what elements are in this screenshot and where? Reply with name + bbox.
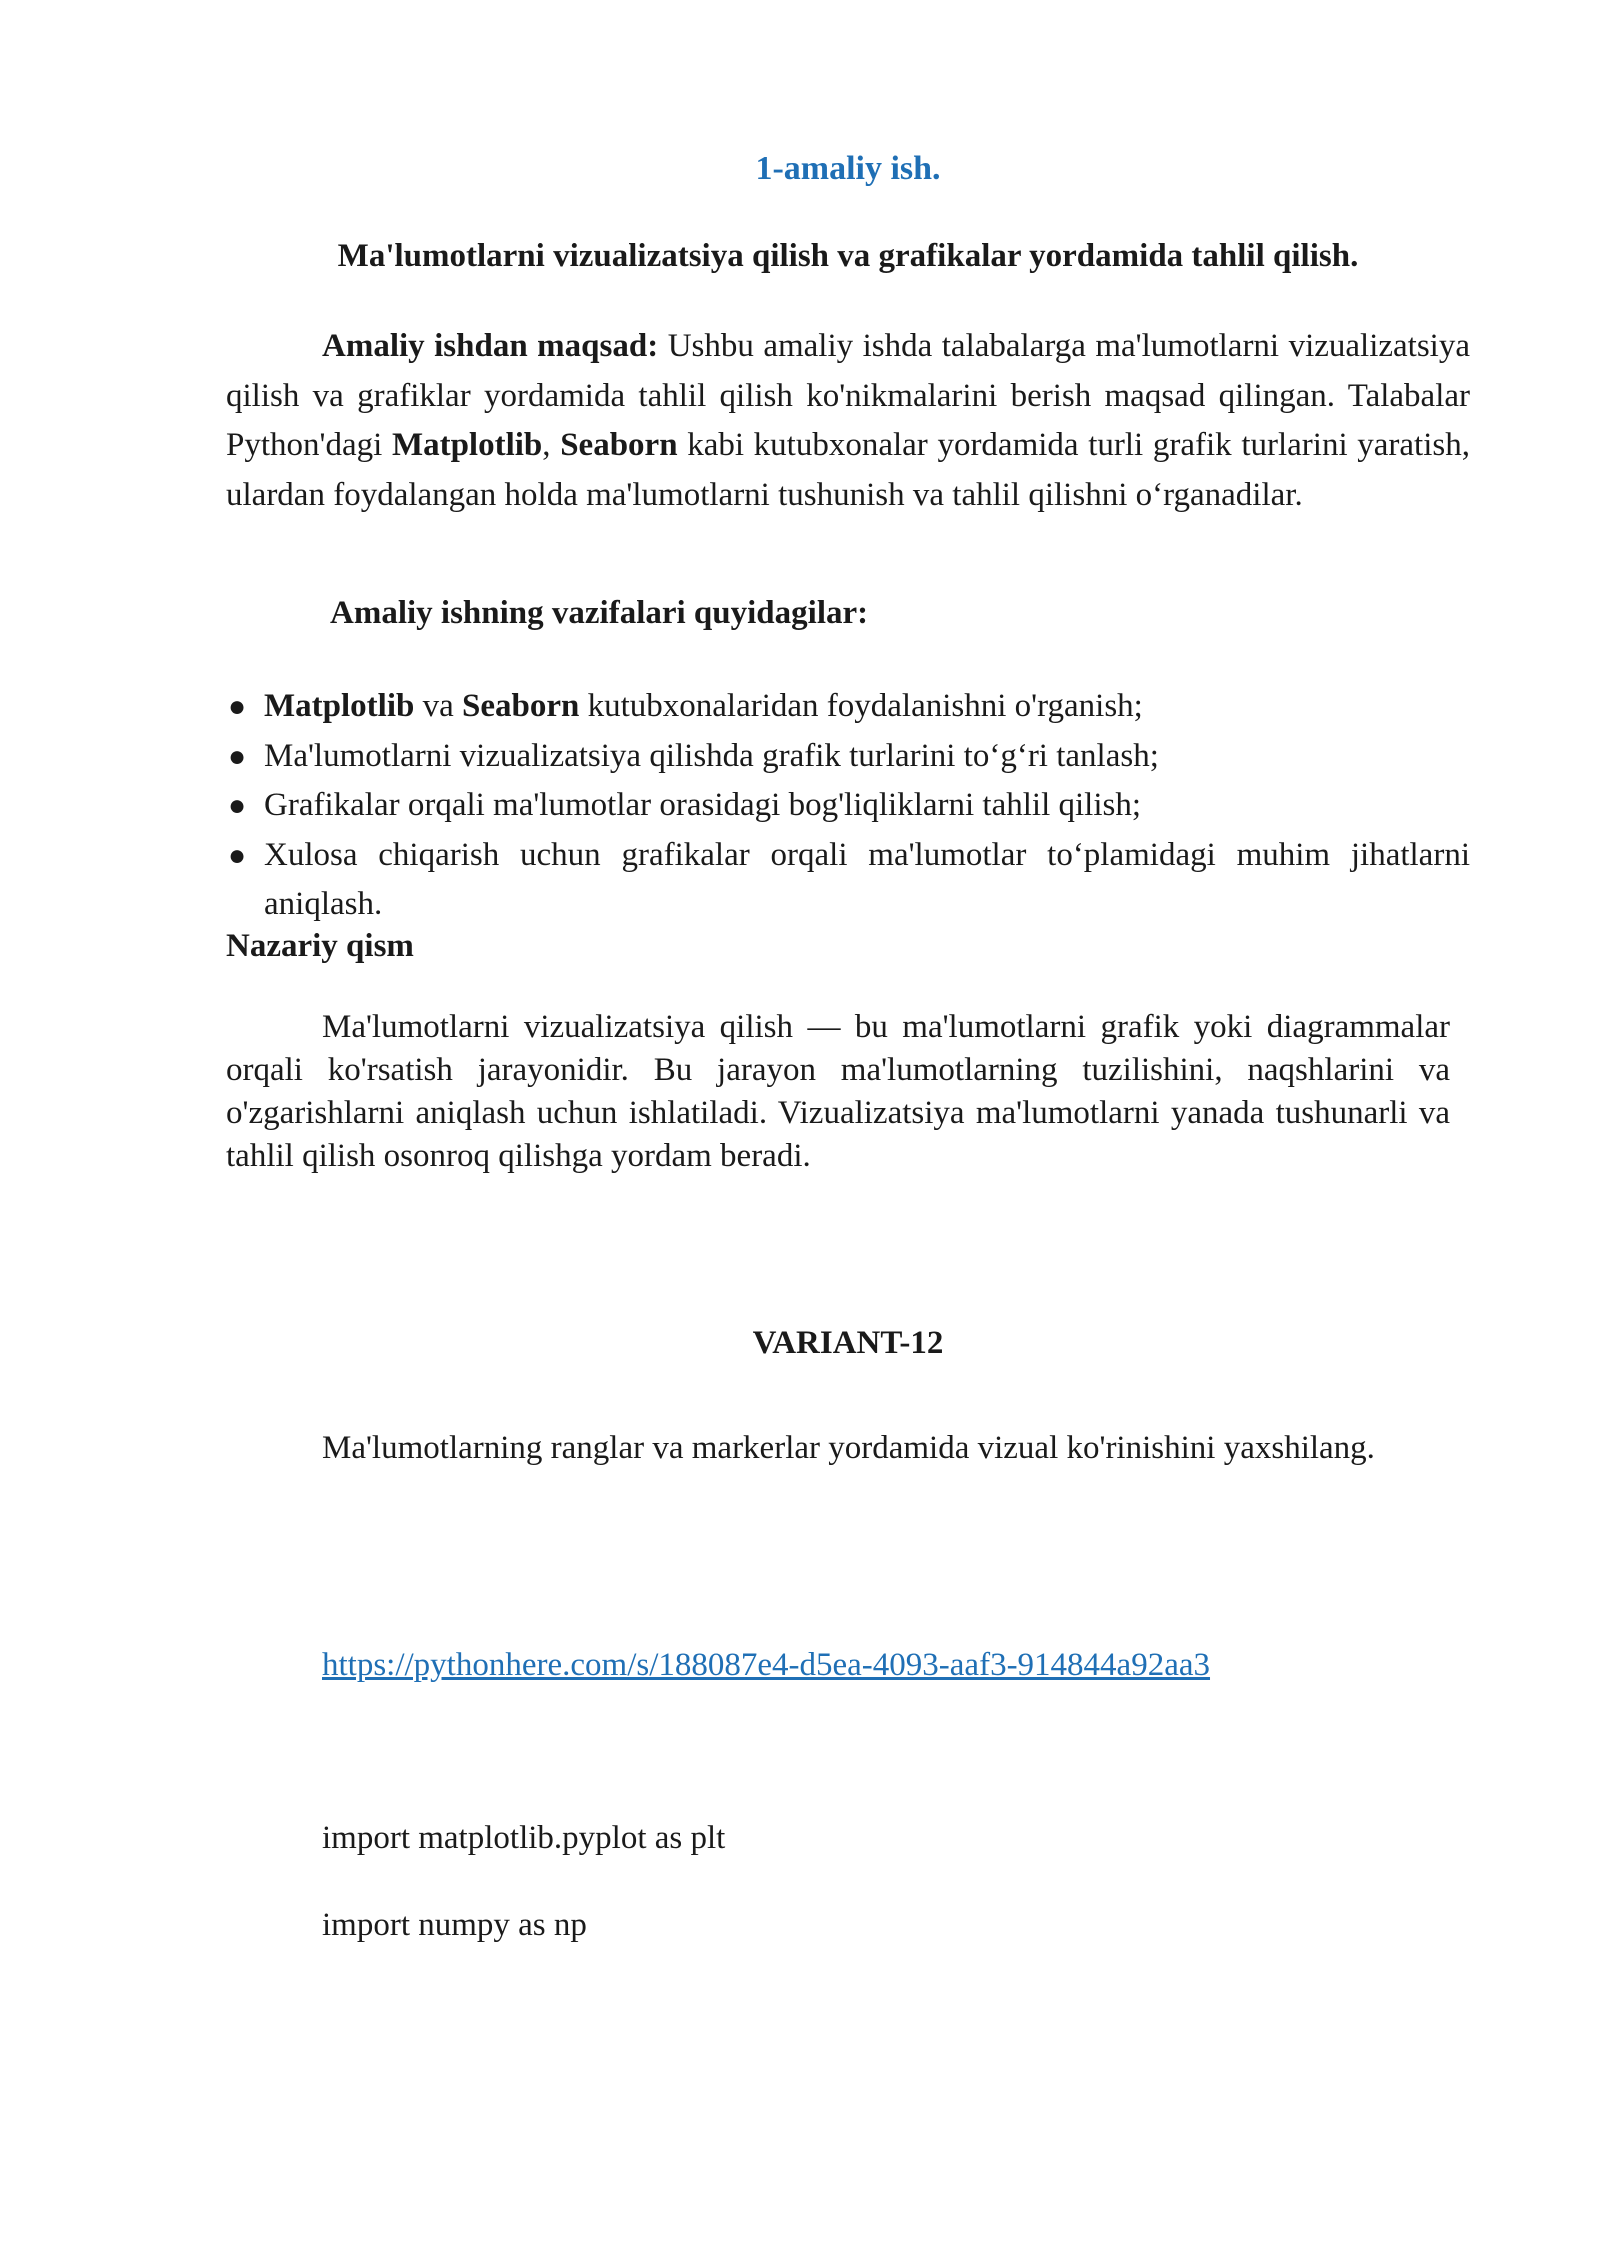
theory-paragraph: Ma'lumotlarni vizualizatsiya qilish — bu ma'lumotlarni grafik yoki diagrammalar orqali ko'rsatish jarayonidir. Bu jarayon ma'lumotlarning tuzilishini, naqshlarini va o'zgarishlarni aniqlash uchun ishlatiladi. Vizualizatsiya ma'lumotlarni yanada tushunarli va tahlil qilish osonroq qilishga yordam beradi. [226, 1009, 1450, 1174]
goal-lib-matplotlib: Matplotlib [391, 427, 543, 463]
document-page [226, 0, 1470, 2262]
goal-paragraph [226, 322, 1470, 520]
list-item [226, 831, 1470, 930]
task-lib-seaborn: Seaborn [462, 688, 580, 724]
task-rest: kutubxonalaridan foydalanishni o'rganish; [579, 688, 1143, 724]
pythonhere-link[interactable]: https://pythonhere.com/s/188087e4-d5ea-4093-aaf3-914844a92aa3 [322, 1647, 1211, 1683]
code-line-import-matplotlib: import matplotlib.pyplot as plt [322, 1820, 726, 1856]
document-subtitle: Ma'lumotlarni vizualizatsiya qilish va grafikalar yordamida tahlil qilish. [337, 238, 1359, 274]
variant-heading: VARIANT-12 [752, 1325, 944, 1361]
tasks-heading: Amaliy ishning vazifalari quyidagilar: [330, 595, 869, 631]
goal-text-1: Ushbu amaliy ishda talabalarga ma'lumotlarni vizualizatsiya qilish va grafiklar yordamida tahlil qilish ko'nikmalarini berish maqsad qilingan. Talabalar Python'dagi [226, 328, 1470, 463]
goal-label: Amaliy ishdan maqsad: [322, 328, 659, 364]
document-title: 1-amaliy ish. [755, 150, 941, 187]
bullet-icon: ● [228, 838, 247, 872]
variant-task: Ma'lumotlarning ranglar va markerlar yordamida vizual ko'rinishini yaxshilang. [322, 1430, 1375, 1466]
task-text: Xulosa chiqarish uchun grafikalar orqali ma'lumotlar to‘plamidagi muhim jihatlarni aniqlash. [264, 836, 1470, 922]
goal-text-2: kabi kutubxonalar yordamida turli grafik turlarini yaratish, ulardan foydalangan holda ma'lumotlarni tushunish va tahlil qilishni o‘rganadilar. [226, 427, 1470, 513]
task-text: Grafikalar orqali ma'lumotlar orasidagi bog'liqliklarni tahlil qilish; [264, 787, 1142, 823]
task-mid: va [414, 688, 462, 724]
task-list [226, 682, 1470, 930]
code-line-import-numpy: import numpy as np [322, 1907, 587, 1943]
bullet-icon: ● [228, 690, 247, 723]
list-item [226, 732, 1470, 782]
task-text: Ma'lumotlarni vizualizatsiya qilishda grafik turlarini to‘g‘ri tanlash; [264, 737, 1159, 774]
task-lib-matplotlib: Matplotlib [264, 688, 415, 724]
list-item [226, 682, 1470, 732]
theory-heading: Nazariy qism [226, 928, 414, 964]
bullet-icon: ● [228, 789, 247, 822]
goal-separator: , [542, 427, 561, 463]
bullet-icon: ● [228, 739, 247, 773]
list-item [226, 781, 1470, 831]
goal-lib-seaborn: Seaborn [560, 427, 678, 463]
